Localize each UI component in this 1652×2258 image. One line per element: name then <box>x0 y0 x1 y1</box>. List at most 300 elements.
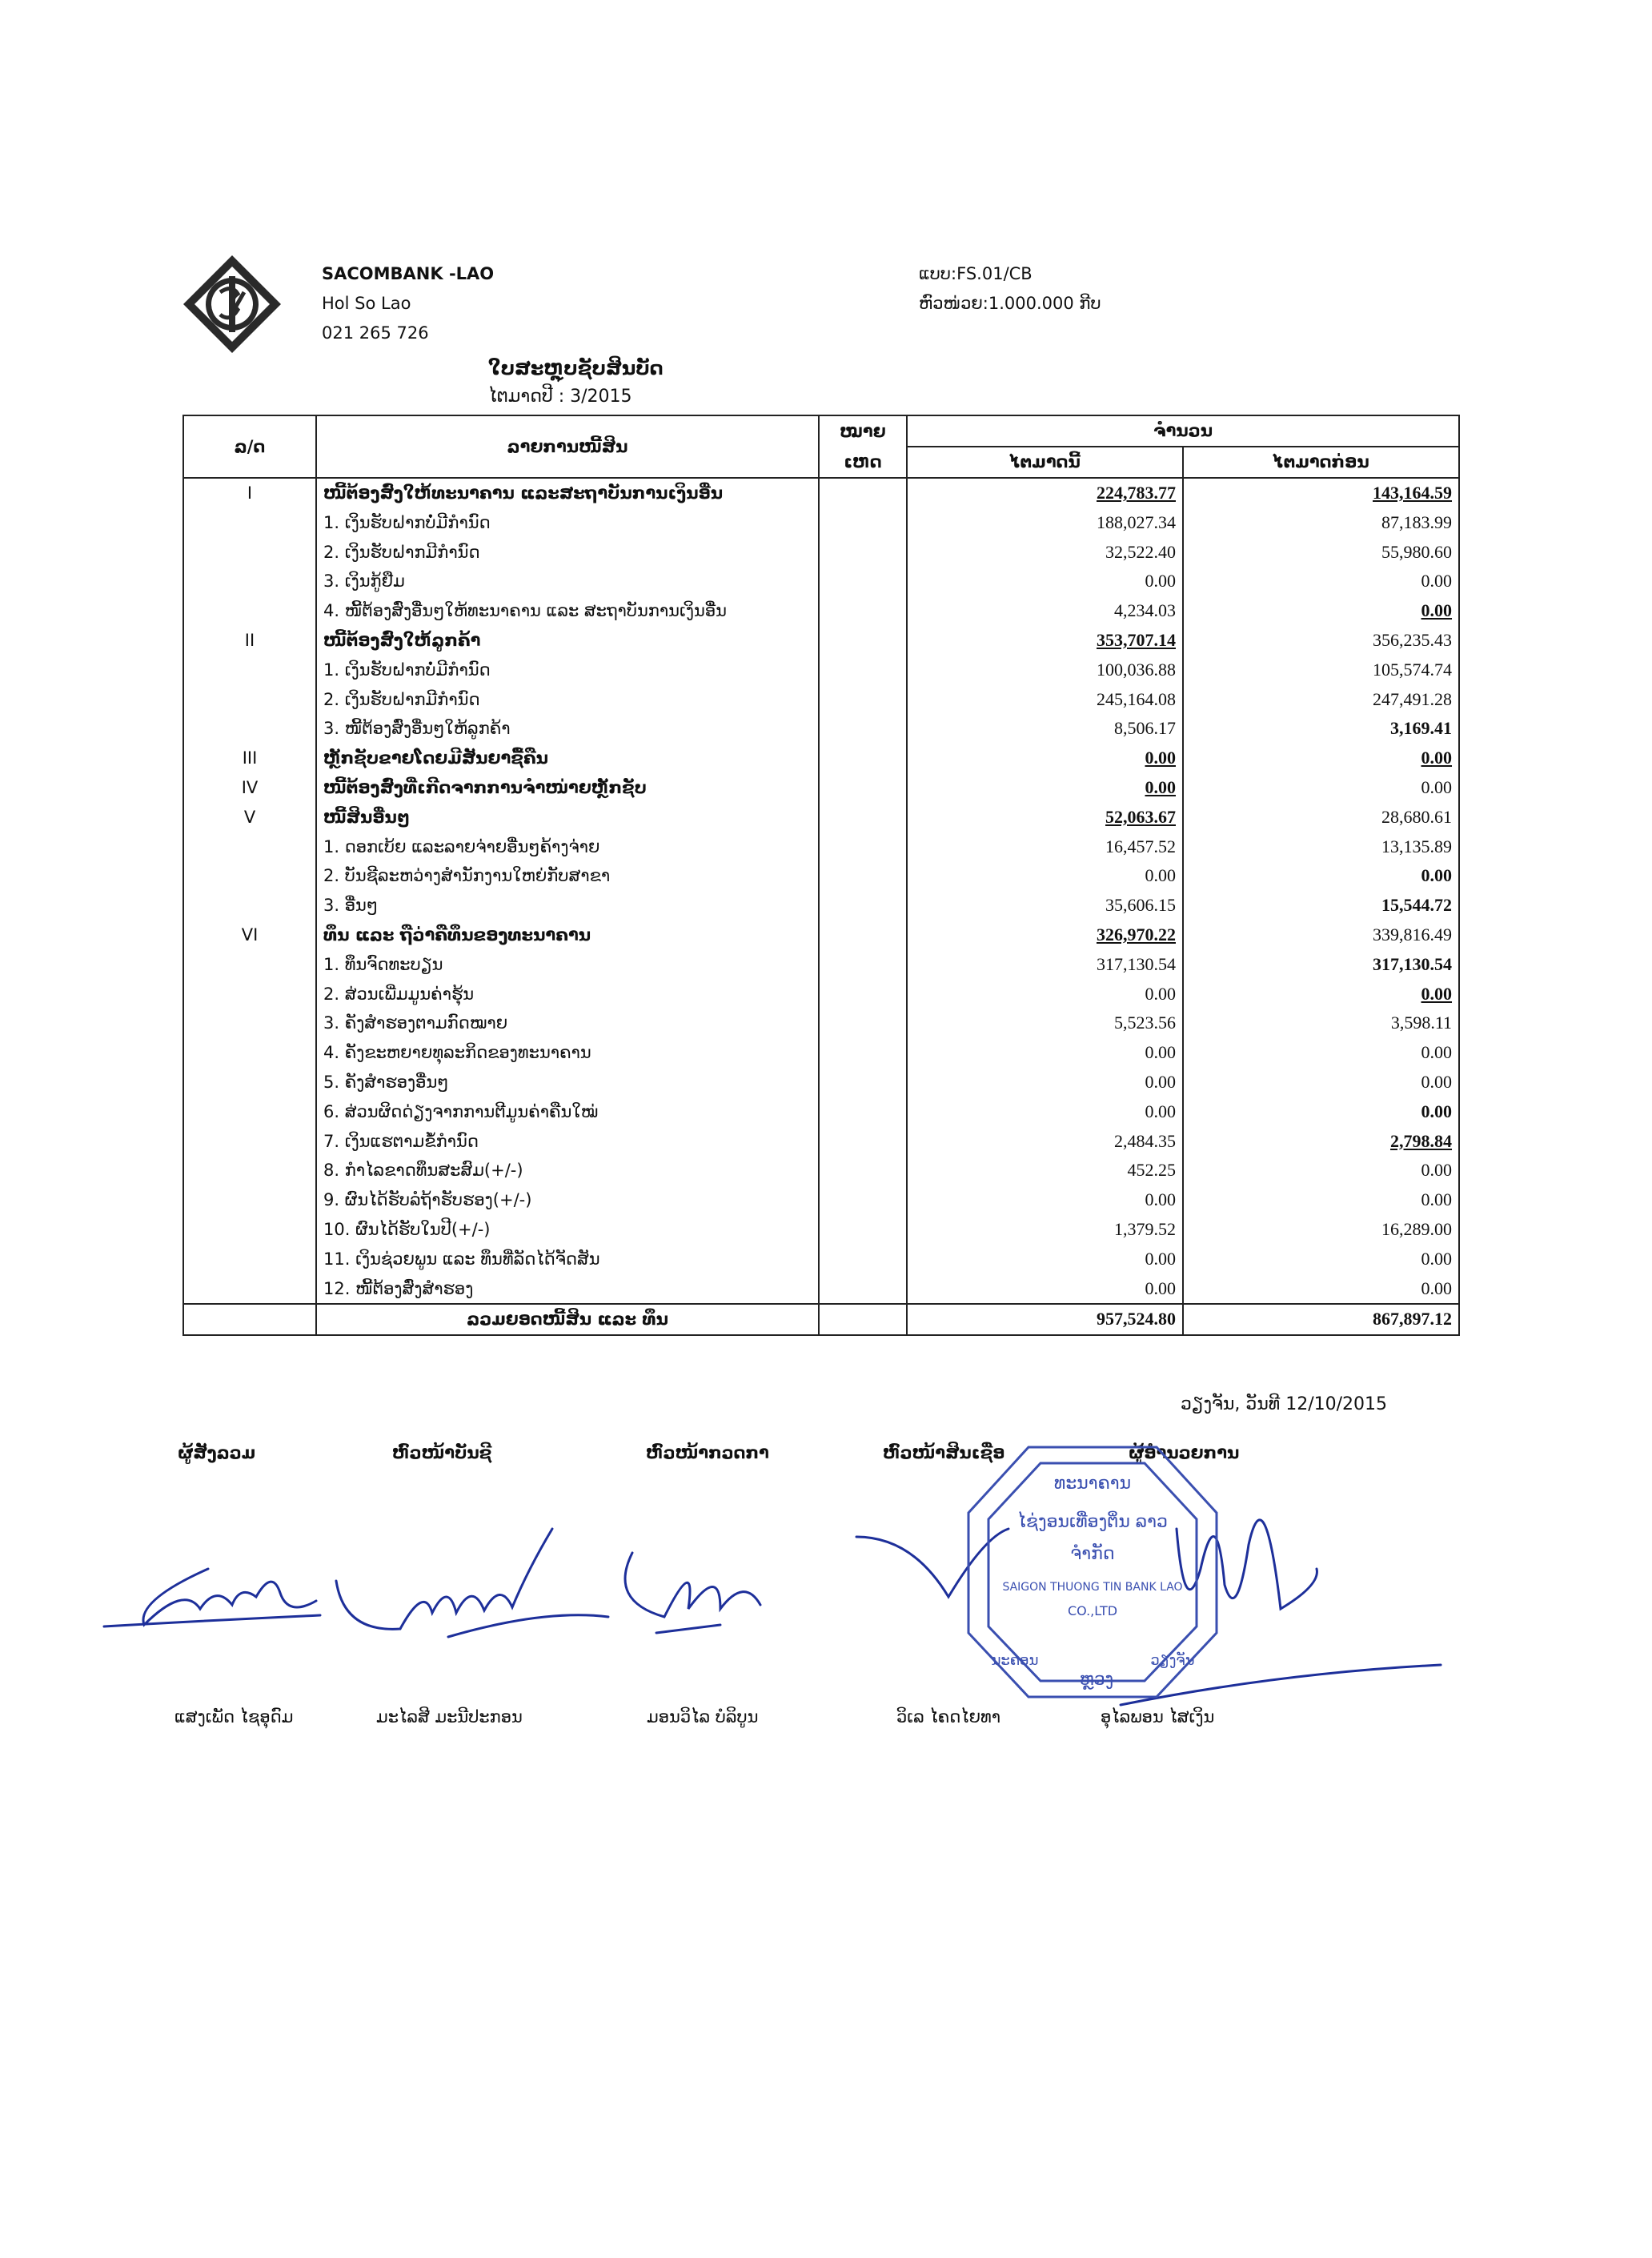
signature-3 <box>625 1553 760 1633</box>
row-code <box>183 1156 316 1185</box>
row-note <box>819 537 907 567</box>
table-row <box>183 891 1459 920</box>
row-previous-value <box>1183 891 1459 920</box>
row-description-text: ໜີ້ສິນອື່ນໆ <box>323 807 410 827</box>
row-current-value-text: 0.00 <box>1145 983 1176 1004</box>
stamp-line-2: ໄຊ່ງອນເທື່ອງຕິ່ນ ລາວ <box>1017 1512 1168 1532</box>
row-previous-value <box>1183 861 1459 891</box>
row-previous-value-text: 0.00 <box>1421 1101 1453 1121</box>
row-note <box>819 920 907 950</box>
row-description <box>316 891 819 920</box>
row-description <box>316 714 819 744</box>
row-previous-value-text: 0.00 <box>1421 571 1453 592</box>
row-previous-value-text: 3,598.11 <box>1390 1013 1453 1033</box>
row-code <box>183 537 316 567</box>
document-period: ໄຕມາດປີ : 3/2015 <box>488 387 632 407</box>
row-code <box>183 920 316 950</box>
row-description-text: 9. ຜົນໄດ້ຮັບລໍຖ້າຮັບຮອງ(+/-) <box>323 1190 532 1210</box>
signer-title-inspector: ຫົວໜ້າກວດກາ <box>646 1443 769 1462</box>
row-previous-value-text: 3,169.41 <box>1390 718 1453 739</box>
row-previous-value <box>1183 1068 1459 1097</box>
table-row <box>183 802 1459 832</box>
row-code <box>183 596 316 626</box>
row-description-text: 5. ຄັງສຳຮອງອື່ນໆ <box>323 1072 449 1092</box>
row-code-text: IV <box>241 777 259 797</box>
row-code <box>183 478 316 508</box>
row-current-value-text: 0.00 <box>1145 571 1176 592</box>
signer-name-accountant: ມະໄລສີ ມະນີປະກອນ <box>376 1707 523 1727</box>
row-current-value-text: 5,523.56 <box>1114 1013 1176 1033</box>
row-current-value-text: 353,707.14 <box>1097 629 1176 650</box>
row-description-text: 1. ດອກເບ້ຍ ແລະລາຍຈ່າຍອື່ນໆຄ້າງຈ່າຍ <box>323 836 600 856</box>
row-note <box>819 1215 907 1245</box>
row-code-text: II <box>244 630 255 650</box>
row-code <box>183 1244 316 1273</box>
row-previous-value-text: 87,183.99 <box>1381 511 1453 532</box>
row-note <box>819 626 907 656</box>
row-current-value <box>907 920 1183 950</box>
total-previous: 867,897.12 <box>1183 1304 1459 1335</box>
row-previous-value <box>1183 1038 1459 1068</box>
row-current-value-text: 0.00 <box>1145 865 1176 886</box>
total-label: ລວມຍອດໜີ້ສິນ ແລະ ທຶນ <box>316 1304 819 1335</box>
row-previous-value <box>1183 596 1459 626</box>
row-code-text: VI <box>241 924 259 945</box>
row-previous-value <box>1183 478 1459 508</box>
row-current-value-text: 452.25 <box>1127 1160 1176 1181</box>
row-description <box>316 1244 819 1273</box>
row-note <box>819 1273 907 1304</box>
row-previous-value-text: 143,164.59 <box>1373 482 1453 503</box>
row-description <box>316 1097 819 1126</box>
row-current-value <box>907 684 1183 714</box>
table-row <box>183 1273 1459 1304</box>
row-current-value <box>907 655 1183 684</box>
row-previous-value <box>1183 655 1459 684</box>
row-description-text: 1. ເງິນຮັບຝາກບໍ່ມີກຳນົດ <box>323 660 491 680</box>
row-code <box>183 567 316 596</box>
row-previous-value <box>1183 714 1459 744</box>
row-code <box>183 1068 316 1097</box>
row-previous-value-text: 2,798.84 <box>1390 1130 1453 1151</box>
row-previous-value <box>1183 1009 1459 1038</box>
row-previous-value-text: 0.00 <box>1421 600 1453 621</box>
form-code: ແບບ:FS.01/CB <box>919 264 1032 283</box>
row-previous-value-text: 15,544.72 <box>1381 895 1453 916</box>
table-row <box>183 1038 1459 1068</box>
row-current-value <box>907 744 1183 773</box>
row-note <box>819 1185 907 1215</box>
row-description <box>316 626 819 656</box>
row-description-text: 3. ເງິນກູ້ຢືມ <box>323 572 405 592</box>
header-no: ລ/ດ <box>183 415 316 478</box>
table-row <box>183 744 1459 773</box>
row-code <box>183 979 316 1009</box>
row-code <box>183 1097 316 1126</box>
row-description <box>316 1126 819 1156</box>
row-previous-value <box>1183 1244 1459 1273</box>
row-previous-value-text: 317,130.54 <box>1373 953 1453 974</box>
row-previous-value <box>1183 1097 1459 1126</box>
row-previous-value <box>1183 744 1459 773</box>
row-previous-value-text: 0.00 <box>1421 865 1453 886</box>
signature-4 <box>856 1529 1008 1597</box>
stamp-line-4: SAIGON THUONG TIN BANK LAO <box>1002 1581 1183 1594</box>
row-code <box>183 684 316 714</box>
row-description <box>316 802 819 832</box>
row-current-value-text: 16,457.52 <box>1105 836 1176 856</box>
row-note <box>819 1156 907 1185</box>
row-note <box>819 979 907 1009</box>
table-row <box>183 1009 1459 1038</box>
row-current-value <box>907 1215 1183 1245</box>
row-current-value-text: 35,606.15 <box>1105 895 1176 916</box>
row-current-value-text: 0.00 <box>1145 748 1176 768</box>
row-code <box>183 507 316 537</box>
row-previous-value-text: 339,816.49 <box>1373 924 1453 945</box>
row-previous-value <box>1183 979 1459 1009</box>
row-current-value <box>907 537 1183 567</box>
row-description-text: 7. ເງິນແຮຕາມຂໍ້ກຳນົດ <box>323 1131 479 1151</box>
row-description <box>316 1185 819 1215</box>
form-info-block <box>919 259 1101 319</box>
row-current-value <box>907 626 1183 656</box>
row-current-value <box>907 1273 1183 1304</box>
table-row <box>183 920 1459 950</box>
table-row <box>183 979 1459 1009</box>
row-current-value <box>907 714 1183 744</box>
row-current-value <box>907 832 1183 861</box>
row-current-value <box>907 1068 1183 1097</box>
total-row <box>183 1304 1459 1335</box>
row-description-text: 11. ເງິນຊ່ວຍພູນ ແລະ ທຶນທີ່ລັດໄດ້ຈັດສັນ <box>323 1249 600 1269</box>
header-note-top: ໝາຍ <box>819 415 907 447</box>
row-code <box>183 655 316 684</box>
row-code-text: III <box>242 748 258 768</box>
balance-sheet-table <box>182 415 1460 1336</box>
table-row <box>183 832 1459 861</box>
table-row <box>183 861 1459 891</box>
row-previous-value-text: 16,289.00 <box>1381 1218 1453 1239</box>
row-description <box>316 507 819 537</box>
row-code <box>183 861 316 891</box>
row-code <box>183 773 316 803</box>
row-previous-value-text: 0.00 <box>1421 776 1453 797</box>
row-description-text: 8. ກຳໄລຂາດທຶນສະສົມ(+/-) <box>323 1161 523 1181</box>
row-note <box>819 507 907 537</box>
row-code <box>183 802 316 832</box>
row-description-text: 3. ອື່ນໆ <box>323 896 378 916</box>
total-note <box>819 1304 907 1335</box>
row-description <box>316 1215 819 1245</box>
row-current-value-text: 326,970.22 <box>1097 924 1176 945</box>
table-row <box>183 655 1459 684</box>
row-current-value-text: 32,522.40 <box>1105 541 1176 562</box>
row-description-text: 10. ຜົນໄດ້ຮັບໃນປີ(+/-) <box>323 1219 491 1239</box>
signer-title-credit: ຫົວໜ້າສິນເຊື່ອ <box>883 1443 1005 1462</box>
bank-logo-icon <box>180 252 284 356</box>
row-previous-value-text: 0.00 <box>1421 1042 1453 1063</box>
row-current-value-text: 188,027.34 <box>1097 511 1176 532</box>
row-description-text: 2. ເງິນຮັບຝາກມີກຳນົດ <box>323 689 480 709</box>
row-description-text: 2. ເງິນຮັບຝາກມີກຳນົດ <box>323 542 480 562</box>
row-code <box>183 891 316 920</box>
row-description <box>316 979 819 1009</box>
row-current-value <box>907 802 1183 832</box>
row-description <box>316 1009 819 1038</box>
signatures-and-stamp <box>0 1425 1652 1713</box>
table-row <box>183 478 1459 508</box>
row-previous-value-text: 13,135.89 <box>1381 836 1453 856</box>
row-current-value <box>907 891 1183 920</box>
header-item: ລາຍການໜີ້ສິນ <box>316 415 819 478</box>
row-description <box>316 832 819 861</box>
row-code-text: V <box>243 807 256 827</box>
row-current-value <box>907 949 1183 979</box>
header-amount: ຈຳນວນ <box>907 415 1459 447</box>
row-previous-value <box>1183 1156 1459 1185</box>
row-code <box>183 1126 316 1156</box>
row-description <box>316 567 819 596</box>
row-previous-value-text: 247,491.28 <box>1373 688 1453 709</box>
unit-label: ຫົວໜ່ວຍ:1.000.000 ກີບ <box>919 294 1101 313</box>
row-current-value-text: 1,379.52 <box>1114 1218 1176 1239</box>
row-description <box>316 920 819 950</box>
row-current-value <box>907 861 1183 891</box>
row-description-text: 4. ໜີ້ຕ້ອງສົ່ງອື່ນໆໃຫ້ທະນາຄານ ແລະ ສະຖາບັນການເງິນອື່ນ <box>323 601 727 621</box>
row-note <box>819 861 907 891</box>
signer-title-director: ຜູ້ອຳນວຍການ <box>1129 1443 1240 1462</box>
row-description <box>316 773 819 803</box>
row-previous-value <box>1183 949 1459 979</box>
row-note <box>819 684 907 714</box>
row-previous-value <box>1183 507 1459 537</box>
company-phone: 021 265 726 <box>322 323 429 343</box>
row-current-value-text: 2,484.35 <box>1114 1130 1176 1151</box>
table-row <box>183 1126 1459 1156</box>
row-description-text: ຫຼັກຊັບຂາຍໂດຍມີສັນຍາຊື້ຄືນ <box>323 748 548 768</box>
table-row <box>183 1215 1459 1245</box>
row-current-value <box>907 1244 1183 1273</box>
stamp-line-3: ຈຳກັດ <box>1070 1544 1115 1564</box>
row-description-text: 2. ບັນຊີລະຫວ່າງສຳນັກງານໃຫຍ່ກັບສາຂາ <box>323 866 611 886</box>
row-description-text: 3. ຄັງສຳຮອງຕາມກົດໝາຍ <box>323 1013 508 1033</box>
total-code <box>183 1304 316 1335</box>
row-previous-value-text: 0.00 <box>1421 983 1453 1004</box>
stamp-line-6: ນະຄອນ <box>991 1652 1039 1669</box>
row-note <box>819 1009 907 1038</box>
row-code <box>183 1273 316 1304</box>
stamp-line-5: CO.,LTD <box>1067 1603 1118 1618</box>
row-note <box>819 891 907 920</box>
row-description-text: 3. ໜີ້ຕ້ອງສົ່ງອື່ນໆໃຫ້ລູກຄ້າ <box>323 719 511 739</box>
row-description-text: 4. ຄັງຂະຫຍາຍທຸລະກິດຂອງທະນາຄານ <box>323 1043 591 1063</box>
table-row <box>183 1068 1459 1097</box>
row-previous-value <box>1183 1185 1459 1215</box>
row-note <box>819 596 907 626</box>
row-note <box>819 949 907 979</box>
row-description-text: 1. ທຶນຈົດທະບຽນ <box>323 954 443 974</box>
row-current-value <box>907 1009 1183 1038</box>
row-description-text: 1. ເງິນຮັບຝາກບໍ່ມີກຳນົດ <box>323 512 491 532</box>
signer-title-accountant: ຫົວໜ້າບັນຊີ <box>392 1443 492 1462</box>
row-description <box>316 537 819 567</box>
signer-name-credit: ວິເລ ໄຄດໄຍທາ <box>896 1707 1001 1727</box>
row-description-text: 2. ສ່ວນເພີ່ມມູນຄ່າຮຸ້ນ <box>323 984 475 1004</box>
row-note <box>819 1097 907 1126</box>
place-date: ວຽງຈັນ, ວັນທີ 12/10/2015 <box>1181 1394 1388 1414</box>
row-current-value-text: 0.00 <box>1145 1248 1176 1269</box>
row-note <box>819 567 907 596</box>
row-note <box>819 478 907 508</box>
row-current-value-text: 245,164.08 <box>1097 688 1176 709</box>
row-current-value-text: 0.00 <box>1145 1189 1176 1210</box>
row-code <box>183 1009 316 1038</box>
table-row <box>183 626 1459 656</box>
row-note <box>819 1126 907 1156</box>
row-previous-value <box>1183 537 1459 567</box>
row-code <box>183 744 316 773</box>
table-row <box>183 1097 1459 1126</box>
table-row <box>183 714 1459 744</box>
row-note <box>819 1038 907 1068</box>
row-note <box>819 714 907 744</box>
row-current-value <box>907 1185 1183 1215</box>
row-previous-value <box>1183 567 1459 596</box>
row-note <box>819 1244 907 1273</box>
row-description-text: ທຶນ ແລະ ຖືວ່າຄືທຶນຂອງທະນາຄານ <box>323 924 591 945</box>
row-note <box>819 655 907 684</box>
row-current-value-text: 100,036.88 <box>1097 659 1176 680</box>
row-code <box>183 714 316 744</box>
row-current-value-text: 317,130.54 <box>1097 953 1176 974</box>
row-description-text: ໜີ້ຕ້ອງສົ່ງໃຫ້ລູກຄ້າ <box>323 630 481 650</box>
row-previous-value <box>1183 1273 1459 1304</box>
row-current-value <box>907 773 1183 803</box>
row-previous-value <box>1183 832 1459 861</box>
table-row <box>183 684 1459 714</box>
row-note <box>819 802 907 832</box>
row-description <box>316 478 819 508</box>
table-row <box>183 1244 1459 1273</box>
row-code <box>183 1215 316 1245</box>
row-previous-value-text: 0.00 <box>1421 1160 1453 1181</box>
row-description-text: 12. ໜີ້ຕ້ອງສົ່ງສຳຮອງ <box>323 1278 474 1298</box>
table-row <box>183 596 1459 626</box>
row-description <box>316 1038 819 1068</box>
row-previous-value <box>1183 684 1459 714</box>
signature-1 <box>104 1569 320 1626</box>
table-row <box>183 537 1459 567</box>
row-description <box>316 949 819 979</box>
row-description <box>316 1068 819 1097</box>
table-row <box>183 567 1459 596</box>
row-code-text: I <box>247 483 253 503</box>
row-note <box>819 744 907 773</box>
row-current-value-text: 8,506.17 <box>1114 718 1176 739</box>
row-previous-value <box>1183 920 1459 950</box>
row-previous-value-text: 0.00 <box>1421 1277 1453 1298</box>
row-previous-value-text: 356,235.43 <box>1373 629 1453 650</box>
total-current: 957,524.80 <box>907 1304 1183 1335</box>
row-previous-value <box>1183 773 1459 803</box>
row-previous-value <box>1183 626 1459 656</box>
company-address: Hol So Lao <box>322 294 411 313</box>
header-previous: ໄຕມາດກ່ອນ <box>1183 447 1459 478</box>
row-note <box>819 832 907 861</box>
table-row <box>183 1185 1459 1215</box>
row-current-value <box>907 567 1183 596</box>
row-previous-value <box>1183 802 1459 832</box>
row-previous-value <box>1183 1126 1459 1156</box>
company-block <box>322 259 494 348</box>
signer-name-inspector: ມອນວິໄລ ບໍລິບູນ <box>647 1707 759 1727</box>
row-description-text: 6. ສ່ວນຜິດດ່ຽງຈາກການຕີມູນຄ່າຄືນໃໝ່ <box>323 1101 599 1121</box>
company-name: SACOMBANK -LAO <box>322 264 495 283</box>
row-current-value-text: 0.00 <box>1145 1277 1176 1298</box>
table-row <box>183 1156 1459 1185</box>
table-row <box>183 507 1459 537</box>
document-title-block <box>488 355 664 411</box>
header-current: ໄຕມາດນີ້ <box>907 447 1183 478</box>
signature-5 <box>1121 1520 1441 1705</box>
table-row <box>183 949 1459 979</box>
document-title: ໃບສະຫຼຸບຊັບສິນບັດ <box>488 357 664 379</box>
row-code <box>183 949 316 979</box>
table-row <box>183 773 1459 803</box>
row-previous-value-text: 0.00 <box>1421 748 1453 768</box>
table-body <box>183 478 1459 1335</box>
row-current-value <box>907 1038 1183 1068</box>
stamp-line-1: ທະນາຄານ <box>1053 1474 1132 1494</box>
row-current-value <box>907 1156 1183 1185</box>
row-description <box>316 861 819 891</box>
stamp-line-7: ຫຼວງ <box>1079 1670 1114 1690</box>
row-description <box>316 1273 819 1304</box>
row-previous-value-text: 0.00 <box>1421 1071 1453 1092</box>
row-previous-value-text: 28,680.61 <box>1381 806 1453 827</box>
row-description-text: ໜີ້ຕ້ອງສົ່ງໃຫ້ທະນາຄານ ແລະສະຖາບັນການເງິນອື່ນ <box>323 483 724 503</box>
row-current-value-text: 0.00 <box>1145 776 1176 797</box>
row-current-value <box>907 1097 1183 1126</box>
row-current-value-text: 0.00 <box>1145 1101 1176 1121</box>
row-description <box>316 1156 819 1185</box>
row-current-value <box>907 507 1183 537</box>
row-description <box>316 655 819 684</box>
row-current-value <box>907 478 1183 508</box>
row-description-text: ໜີ້ຕ້ອງສົ່ງທີ່ເກີດຈາກການຈຳໜ່າຍຫຼັກຊັບ <box>323 777 647 797</box>
signer-name-compiler: ແສງເພັດ ໄຊອຸດົມ <box>174 1707 294 1727</box>
row-current-value <box>907 979 1183 1009</box>
stamp-line-8: ວຽງຈັນ <box>1150 1652 1195 1669</box>
header-note-bottom: ເຫດ <box>819 447 907 478</box>
signature-2 <box>336 1529 608 1637</box>
row-current-value-text: 0.00 <box>1145 1071 1176 1092</box>
signer-name-director: ອຸໄລພອນ ໄສເງິນ <box>1101 1707 1215 1727</box>
row-description <box>316 744 819 773</box>
row-description <box>316 684 819 714</box>
row-previous-value-text: 55,980.60 <box>1381 541 1453 562</box>
row-previous-value-text: 0.00 <box>1421 1189 1453 1210</box>
row-code <box>183 1038 316 1068</box>
row-current-value-text: 4,234.03 <box>1114 600 1176 621</box>
row-previous-value-text: 0.00 <box>1421 1248 1453 1269</box>
row-previous-value-text: 105,574.74 <box>1373 659 1453 680</box>
row-current-value-text: 52,063.67 <box>1105 806 1176 827</box>
row-code <box>183 1185 316 1215</box>
row-current-value-text: 0.00 <box>1145 1042 1176 1063</box>
row-previous-value <box>1183 1215 1459 1245</box>
